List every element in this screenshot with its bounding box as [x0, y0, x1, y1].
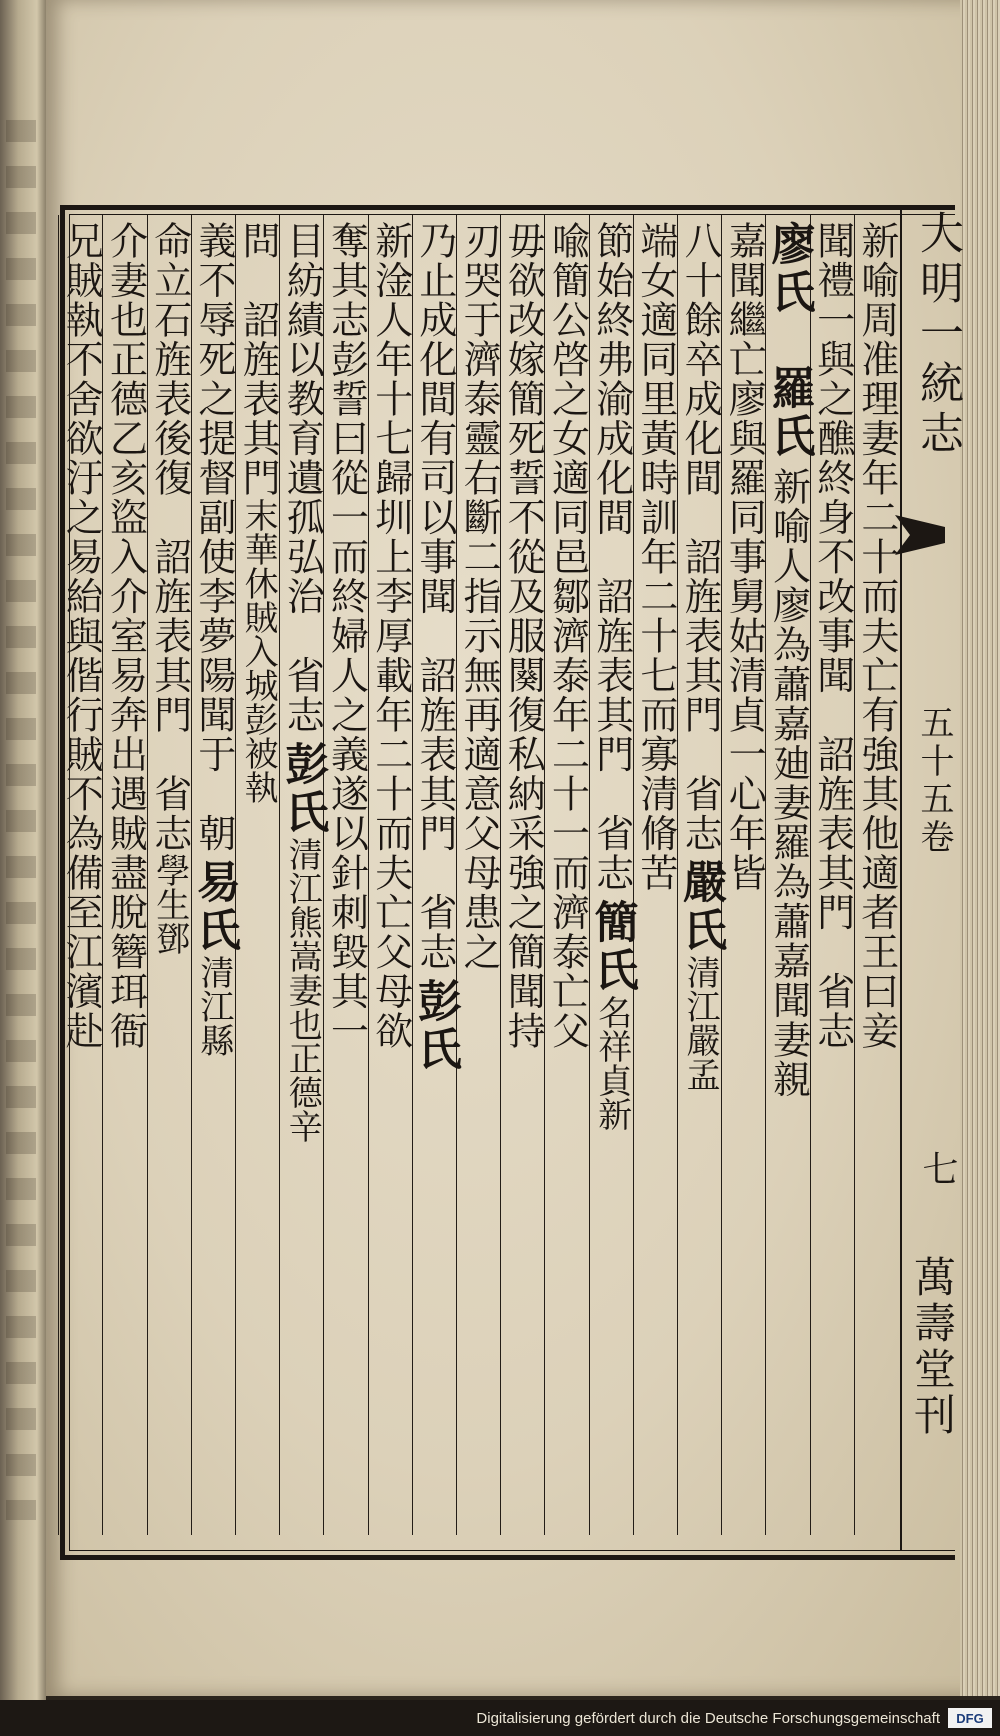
column-text: 介妻也正德乙亥盜入介室易奔出遇賊盡脫簪珥衙: [103, 221, 148, 1051]
column-text: 新喻人廖為蕭嘉廸妻羅為蕭嘉聞妻親: [766, 467, 811, 1099]
text-column: [102, 215, 147, 1535]
volume-label: 五十五卷: [914, 705, 954, 857]
footer-credit: Digitalisierung gefördert durch die Deutsche Forschungsgemeinschaft: [476, 1709, 940, 1727]
column-text: 乃止成化間有司以事聞 詔旌表其門 省志: [412, 221, 457, 972]
column-heading: 易氏: [188, 859, 240, 955]
column-heading: 彭氏: [277, 740, 329, 837]
column-heading: 嚴氏: [675, 859, 727, 955]
text-column: [721, 215, 766, 1535]
column-heading: 簡氏: [586, 898, 638, 995]
column-heading: 廖氏 羅氏: [763, 221, 815, 461]
column-text: 兄賊執不舍欲汙之易紿與偕行賊不為備至江濱赴: [59, 221, 104, 1051]
publisher-mark: 萬壽堂刊: [908, 1255, 957, 1439]
text-column: [147, 215, 192, 1535]
column-text: 聞禮一與之醮終身不改事聞 詔旌表其門 省志: [810, 221, 855, 1051]
text-column: [235, 215, 280, 1535]
text-column: [633, 215, 678, 1535]
column-text: 端女適同里黃時訓年二十七而寡清脩苦: [633, 221, 678, 893]
text-column: [675, 215, 727, 1535]
column-text: 目紡績以教育遺孤弘治 省志: [280, 221, 325, 735]
text-column: [368, 215, 413, 1535]
column-annotation: 清江縣: [193, 955, 234, 1057]
column-text: 新淦人年十七歸圳上李厚載年二十而夫亡父母欲: [368, 221, 413, 1051]
column-text: 問 詔旌表其門: [236, 221, 281, 498]
column-annotation: 清江熊嵩妻也正德辛: [282, 836, 323, 1143]
text-column: [409, 215, 461, 1535]
column-heading: 彭氏: [409, 977, 461, 1074]
folio-number: 七: [917, 1150, 958, 1186]
column-text: 命立石旌表後復 詔旌表其門 省志: [147, 221, 192, 853]
text-column: [810, 215, 855, 1535]
column-text: 毋欲改嫁簡死誓不從及服闋復私納采強之簡聞持: [501, 221, 546, 1051]
dfg-logo: DFG: [948, 1708, 992, 1728]
previous-page-edge: [0, 0, 46, 1736]
column-text: 奪其志彭誓曰從一而終婦人之義遂以針刺毀其一: [324, 221, 369, 1051]
column-text: 八十餘卒成化間 詔旌表其門 省志: [678, 221, 723, 853]
column-annotation: 清江嚴孟: [680, 955, 721, 1091]
text-column: [544, 215, 589, 1535]
text-column: [188, 215, 240, 1535]
text-column: [854, 215, 899, 1535]
column-annotation: 學生鄧: [149, 853, 190, 955]
text-column: [456, 215, 501, 1535]
column-text: 喩簡公啓之女適同邑鄒濟泰年二十一而濟泰亡父: [545, 221, 590, 1051]
column-text: 義不辱死之提督副使李夢陽聞于 朝: [191, 221, 236, 853]
text-column: [763, 215, 815, 1535]
book-title: 大明一統志: [912, 210, 963, 460]
text-column: [323, 215, 368, 1535]
column-annotation: 末華休賊入城彭被執: [238, 497, 279, 804]
column-text: 節始終弗渝成化間 詔旌表其門 省志: [589, 221, 634, 893]
text-column: [586, 215, 638, 1535]
text-column: [500, 215, 545, 1535]
column-text: 嘉聞繼亡廖與羅同事舅姑清貞一心年皆: [722, 221, 767, 893]
footer-bar: [0, 1700, 1000, 1736]
text-column: [277, 215, 329, 1535]
column-text: 刃哭于濟泰靈右斷二指示無再適意父母患之: [457, 221, 502, 972]
column-text: 新喻周准理妻年二十而夫亡有強其他適者王曰妾: [854, 221, 899, 1051]
column-annotation: 名祥貞新: [591, 994, 632, 1131]
text-column: [58, 215, 103, 1535]
